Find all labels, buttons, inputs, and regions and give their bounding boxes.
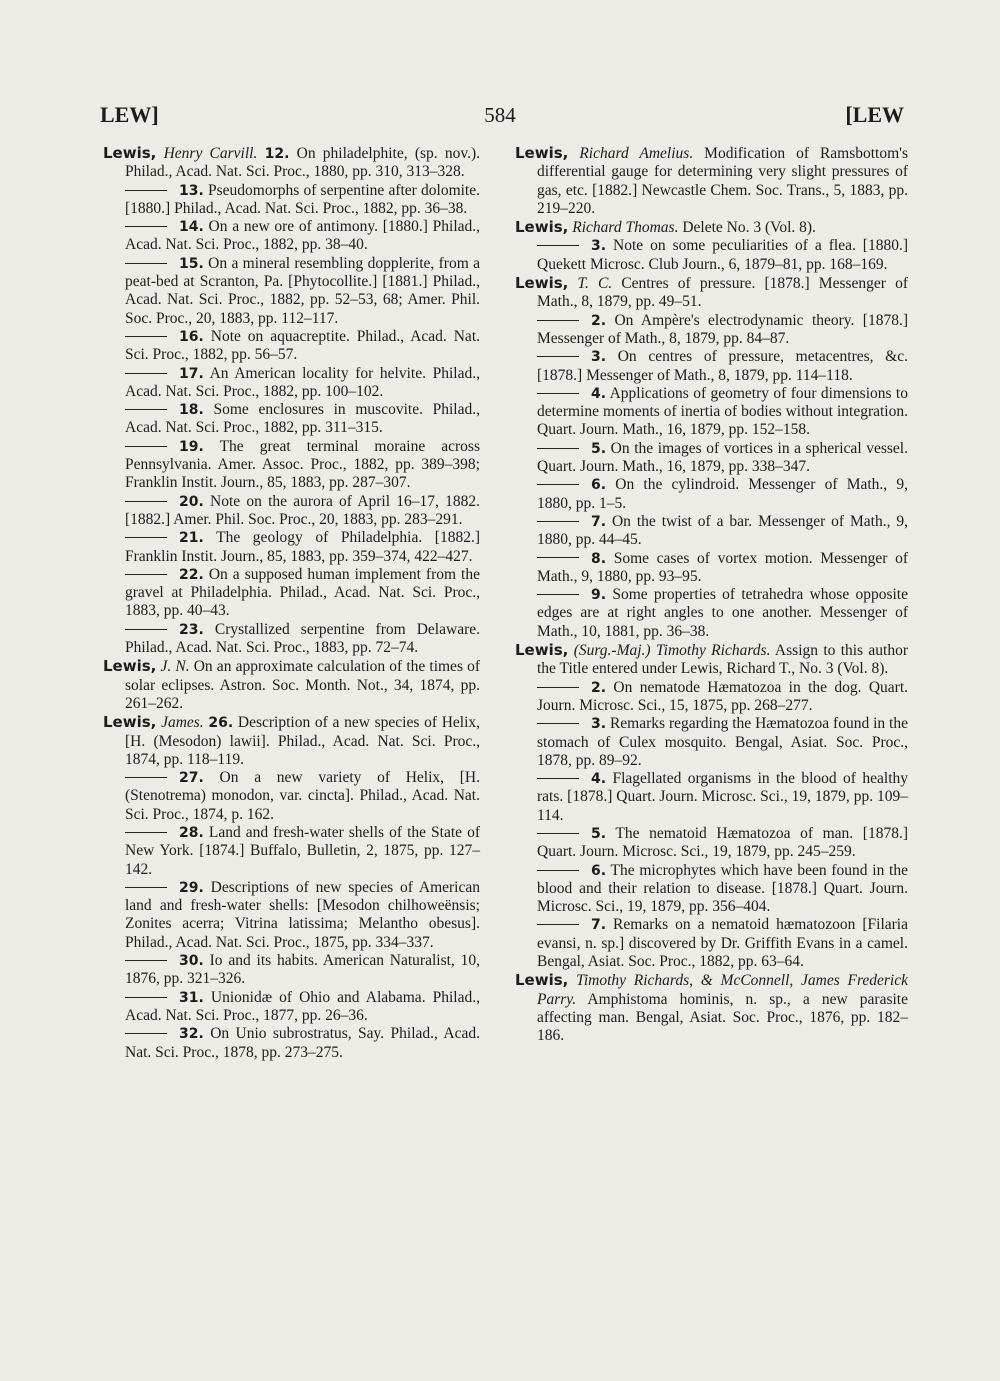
sub-entry	[515, 513, 908, 550]
ditto-rule	[125, 629, 167, 630]
entry-text: The nematoid Hæmatozoa of man. [1878.] Quart. Journ. Microsc. Sci., 19, 1879, pp. 245–259.	[537, 824, 908, 861]
entry-number: 8.	[591, 550, 607, 567]
sub-entry	[515, 770, 908, 825]
entry-text: Crystallized serpentine from Delaware. Philad., Acad. Nat. Sci. Proc., 1883, pp. 72–74.	[125, 620, 480, 657]
ditto-rule	[537, 521, 579, 522]
sub-entry	[103, 328, 480, 365]
entry-number: 5.	[591, 440, 607, 457]
entry-number: 2.	[591, 679, 607, 696]
ditto-rule	[537, 833, 579, 834]
ditto-rule	[125, 446, 167, 447]
sub-entry	[515, 237, 908, 274]
ditto-rule	[125, 960, 167, 961]
entry-text: On Unio subrostratus, Say. Philad., Acad. Nat. Sci. Proc., 1878, pp. 273–275.	[125, 1025, 480, 1061]
ditto-rule	[125, 537, 167, 538]
entry-number: 19.	[179, 438, 204, 455]
sub-entry	[515, 916, 908, 971]
entry-number: 12.	[264, 146, 290, 162]
entry-number: 31.	[179, 989, 204, 1006]
entry-number: 3.	[591, 238, 607, 255]
ditto-rule	[537, 778, 579, 779]
sub-entry	[103, 1025, 480, 1062]
entry-number: 27.	[179, 770, 204, 787]
entry-number: 28.	[179, 824, 204, 841]
sub-entry	[103, 952, 480, 989]
ditto-rule	[125, 409, 167, 410]
entry-text: Some properties of tetrahedra whose opposite edges are at right angles to one another. Messenger of Math., 10, 1881, pp. 36–38.	[537, 586, 908, 640]
sub-entry	[103, 493, 480, 530]
entry-text: On a mineral resembling dopplerite, from a peat-bed at Scranton, Pa. [Phytocollite.] [1881.] Philad., Acad. Nat. Sci. Proc., 1882, pp. 52–53, 68; Amer. Phil. Soc. Proc., 20, 1883, pp. 112–117.	[125, 254, 480, 327]
sub-entry	[103, 989, 480, 1026]
sub-entry	[103, 438, 480, 493]
sub-entry	[103, 566, 480, 621]
author-entry	[515, 641, 908, 679]
sub-entry	[103, 879, 480, 952]
author-surname: Lewis,	[515, 218, 569, 237]
author-entry	[515, 144, 908, 218]
entry-number: 9.	[591, 587, 607, 604]
entry-text: On philadelphite, (sp. nov.). Philad., Acad. Nat. Sci. Proc., 1880, pp. 310, 313–328.	[125, 145, 481, 181]
ditto-rule	[537, 484, 579, 485]
ditto-rule	[537, 245, 579, 246]
sub-entry	[515, 440, 908, 477]
entry-number: 15.	[179, 255, 204, 272]
author-given-name: T. C.	[577, 275, 613, 293]
entry-text: On the images of vortices in a spherical vessel. Quart. Journ. Math., 16, 1879, pp. 338–347.	[537, 439, 908, 476]
sub-entry	[103, 218, 480, 255]
author-given-name: Richard Amelius.	[579, 145, 694, 162]
ditto-rule	[537, 320, 579, 321]
running-head-right: [LEW	[845, 102, 904, 127]
sub-entry	[103, 182, 480, 219]
entry-text: Io and its habits. American Naturalist, 10, 1876, pp. 321–326.	[125, 952, 480, 988]
sub-entry	[103, 769, 480, 824]
entry-text: Some cases of vortex motion. Messenger of Math., 9, 1880, pp. 93–95.	[537, 549, 908, 585]
ditto-rule	[125, 226, 167, 227]
ditto-rule	[125, 887, 167, 888]
entry-text: Land and fresh-water shells of the State of New York. [1874.] Buffalo, Bulletin, 2, 1875, pp. 127–142.	[125, 823, 480, 878]
entry-text: Delete No. 3 (Vol. 8).	[678, 219, 816, 237]
author-given-name: Henry Carvill.	[163, 145, 258, 162]
author-given-name: Richard Thomas.	[572, 219, 679, 237]
ditto-rule	[537, 393, 579, 394]
sub-entry	[515, 385, 908, 440]
running-head-left: LEW]	[100, 102, 159, 127]
sub-entry	[103, 255, 480, 328]
entry-number: 30.	[179, 953, 204, 970]
entry-text: Flagellated organisms in the blood of healthy rats. [1878.] Quart. Journ. Microsc. Sci., 19, 1879, pp. 109–114.	[537, 770, 908, 824]
ditto-rule	[125, 777, 167, 778]
ditto-rule	[125, 997, 167, 998]
sub-entry	[515, 679, 908, 716]
entry-number: 3.	[591, 716, 607, 733]
entry-text: Note on the aurora of April 16–17, 1882. [1882.] Amer. Phil. Soc. Proc., 20, 1883, pp. 283–291.	[125, 492, 480, 528]
sub-entry	[515, 862, 908, 917]
entry-text: The microphytes which have been found in the blood and their relation to disease. [1878.] Quart. Journ. Microsc. Sci., 19, 1879, pp. 356–404.	[537, 861, 908, 916]
ditto-rule	[125, 190, 167, 191]
ditto-rule	[125, 373, 167, 374]
entry-number: 23.	[179, 621, 204, 638]
ditto-rule	[537, 557, 579, 558]
entry-text: Description of a new species of Helix, [H. (Mesodon) lawii]. Philad., Acad. Nat. Sci. Proc., 1874, pp. 118–119.	[125, 714, 481, 768]
entry-number: 6.	[591, 477, 607, 494]
entry-text: On centres of pressure, metacentres, &c. [1878.] Messenger of Math., 8, 1879, pp. 114–118.	[537, 348, 908, 384]
sub-entry	[515, 476, 908, 513]
author-entry	[515, 218, 908, 237]
entry-text: Remarks regarding the Hæmatozoa found in the stomach of Culex mosquito. Bengal, Asiat. Soc. Proc., 1878, pp. 89–92.	[537, 715, 908, 769]
author-surname: Lewis,	[515, 274, 569, 293]
entry-number: 4.	[591, 771, 607, 788]
ditto-rule	[537, 924, 579, 925]
ditto-rule	[537, 687, 579, 688]
entry-text: On nematode Hæmatozoa in the dog. Quart. Journ. Microsc. Sci., 15, 1875, pp. 268–277.	[537, 678, 908, 714]
author-entry	[103, 144, 480, 182]
sub-entry	[515, 312, 908, 349]
author-surname: Lewis,	[515, 641, 569, 660]
entry-text: On a new ore of antimony. [1880.] Philad., Acad. Nat. Sci. Proc., 1882, pp. 38–40.	[125, 218, 480, 254]
entry-text: Descriptions of new species of American land and fresh-water shells: [Mesodon chilhoweënsis; Zonites acerra; Vitrina latissima; Melantho obesus]. Philad., Acad. Nat. Sci. Proc., 1875, pp. 334–337.	[125, 878, 480, 951]
entry-text: On an approximate calculation of the times of solar eclipses. Astron. Soc. Month. Not., 34, 1874, pp. 261–262.	[125, 658, 481, 712]
author-given-name: (Surg.-Maj.) Timothy Richards.	[573, 642, 771, 660]
author-surname: Lewis,	[103, 713, 157, 732]
entry-number: 4.	[591, 385, 607, 402]
entry-number: 6.	[591, 862, 607, 879]
entry-text: Centres of pressure. [1878.] Messenger of Math., 8, 1879, pp. 49–51.	[537, 275, 908, 311]
entry-number: 7.	[591, 513, 607, 530]
ditto-rule	[125, 336, 167, 337]
ditto-rule	[537, 356, 579, 357]
entry-text: Note on aquacreptite. Philad., Acad. Nat. Sci. Proc., 1882, pp. 56–57.	[125, 327, 480, 364]
entry-text: On a new variety of Helix, [H. (Stenotrema) monodon, var. cincta]. Philad., Acad. Nat. Sci. Proc., 1874, p. 162.	[125, 769, 480, 823]
entry-number: 3.	[591, 349, 607, 366]
entry-text: The great terminal moraine across Pennsylvania. Amer. Assoc. Proc., 1882, pp. 389–398; Franklin Instit. Journ., 85, 1883, pp. 287–307.	[125, 437, 480, 492]
entry-text: Note on some peculiarities of a flea. [1880.] Quekett Microsc. Club Journ., 6, 1879–81, pp. 168–169.	[537, 237, 908, 273]
author-surname: Lewis,	[515, 144, 569, 162]
author-given-name: J. N.	[160, 658, 190, 676]
ditto-rule	[125, 832, 167, 833]
sub-entry	[515, 715, 908, 770]
author-surname: Lewis,	[103, 657, 157, 676]
entry-number: 32.	[179, 1026, 204, 1043]
sub-entry	[103, 401, 480, 438]
author-entry	[103, 713, 480, 769]
sub-entry	[515, 586, 908, 641]
ditto-rule	[125, 1033, 167, 1034]
sub-entry	[515, 550, 908, 587]
entry-text: Remarks on a nematoid hæmatozoon [Filaria evansi, n. sp.] discovered by Dr. Griffith Evans in a camel. Bengal, Asiat. Soc. Proc., 1882, pp. 63–64.	[537, 916, 908, 971]
entry-number: 5.	[591, 825, 607, 842]
author-surname: Lewis,	[103, 144, 157, 162]
sub-entry	[103, 365, 480, 402]
entry-text: Some enclosures in muscovite. Philad., Acad. Nat. Sci. Proc., 1882, pp. 311–315.	[125, 401, 480, 437]
sub-entry	[515, 348, 908, 385]
author-entry	[515, 274, 908, 312]
entry-number: 26.	[208, 715, 234, 732]
author-entry	[103, 657, 480, 713]
ditto-rule	[125, 263, 167, 264]
author-entry	[515, 971, 908, 1045]
left-column	[103, 144, 480, 1062]
entry-number: 16.	[179, 328, 204, 345]
entry-text: Pseudomorphs of serpentine after dolomite. [1880.] Philad., Acad. Nat. Sci. Proc., 1882, pp. 36–38.	[125, 181, 480, 217]
entry-text: Assign to this author the Title entered under Lewis, Richard T., No. 3 (Vol. 8).	[537, 642, 909, 678]
ditto-rule	[537, 723, 579, 724]
page-number: 584	[484, 103, 516, 127]
ditto-rule	[537, 870, 579, 871]
entry-text: Unionidæ of Ohio and Alabama. Philad., Acad. Nat. Sci. Proc., 1877, pp. 26–36.	[125, 988, 480, 1024]
right-column	[515, 144, 908, 1046]
entry-text: Modification of Ramsbottom's differential gauge for determining very slight pressures of gas, etc. [1882.] Newcastle Chem. Soc. Trans., 5, 1883, pp. 219–220.	[537, 145, 908, 217]
entry-number: 17.	[179, 365, 204, 382]
author-surname: Lewis,	[515, 971, 569, 990]
ditto-rule	[125, 574, 167, 575]
sub-entry	[103, 621, 480, 658]
sub-entry	[103, 824, 480, 879]
ditto-rule	[125, 501, 167, 502]
entry-text: On the cylindroid. Messenger of Math., 9, 1880, pp. 1–5.	[537, 476, 908, 512]
entry-text: On a supposed human implement from the gravel at Philadelphia. Philad., Acad. Nat. Sci. Proc., 1883, pp. 40–43.	[125, 565, 480, 620]
entry-number: 14.	[179, 219, 204, 236]
entry-text: On Ampère's electrodynamic theory. [1878.] Messenger of Math., 8, 1879, pp. 84–87.	[537, 311, 908, 347]
entry-number: 13.	[179, 182, 204, 199]
entry-number: 22.	[179, 566, 204, 583]
entry-number: 2.	[591, 312, 607, 329]
entry-number: 7.	[591, 917, 607, 934]
entry-text: Amphistoma hominis, n. sp., a new parasite affecting man. Bengal, Asiat. Soc. Proc., 1876, pp. 182–186.	[537, 990, 908, 1045]
entry-number: 18.	[179, 402, 204, 419]
sub-entry	[103, 529, 480, 566]
entry-text: On the twist of a bar. Messenger of Math., 9, 1880, pp. 44–45.	[537, 512, 908, 549]
author-given-name: James.	[161, 714, 204, 732]
ditto-rule	[537, 448, 579, 449]
entry-text: Applications of geometry of four dimensions to determine moments of inertia of bodies without integration. Quart. Journ. Math., 16, 1879, pp. 152–158.	[537, 384, 908, 439]
sub-entry	[515, 825, 908, 862]
entry-number: 20.	[179, 493, 204, 510]
ditto-rule	[537, 594, 579, 595]
entry-text: The geology of Philadelphia. [1882.] Franklin Instit. Journ., 85, 1883, pp. 359–374, 422–427.	[125, 529, 480, 565]
author-given-name: Timothy Richards, & McConnell, James Frederick Parry.	[537, 972, 909, 1008]
entry-number: 29.	[179, 879, 204, 896]
entry-number: 21.	[179, 530, 204, 547]
entry-text: An American locality for helvite. Philad., Acad. Nat. Sci. Proc., 1882, pp. 100–102.	[125, 364, 480, 400]
